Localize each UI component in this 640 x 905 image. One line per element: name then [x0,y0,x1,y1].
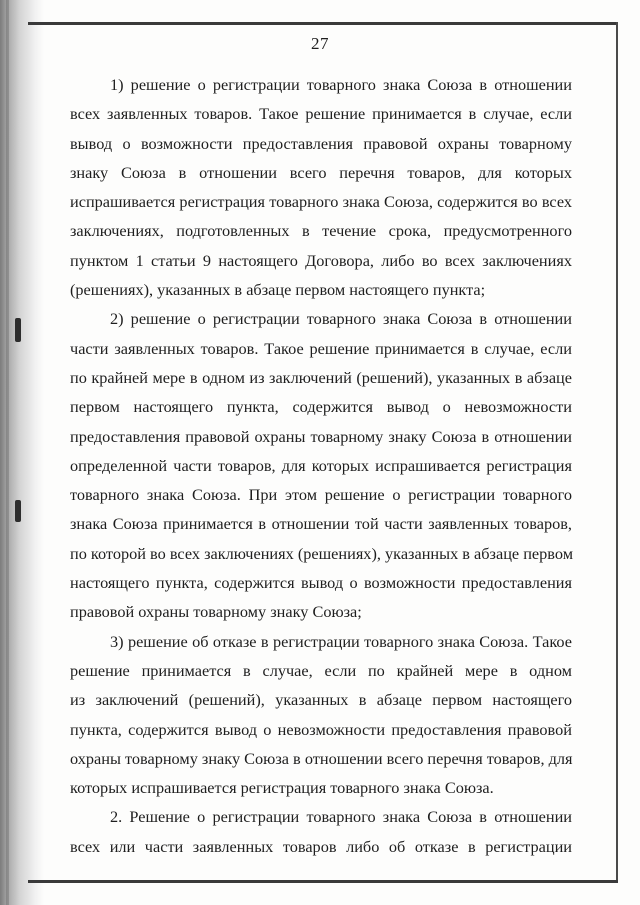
text-line: всех или части заявленных товаров либо об отказе в регистрации [70,836,572,856]
text-line: знака Союза принимается в отношении той части заявленных товаров, [70,514,572,534]
text-line: знаку Союза в отношении всего перечня товаров, для которых [70,162,572,182]
text-line: по которой во всех заключениях (решениях), указанных в абзаце первом [70,543,574,563]
page-number: 27 [311,34,329,53]
text-line: которых испрашивается регистрация товарного знака Союза. [70,778,494,798]
paragraph-item-3 [70,627,572,803]
frame-bottom-line [28,880,618,883]
paragraph-item-1 [70,70,572,304]
text-line: испрашивается регистрация товарного знака Союза, содержится во всех [70,192,572,212]
scan-shadow-edge [0,0,44,905]
text-line: 1) решение о регистрации товарного знака Союза в отношении [110,75,572,94]
text-line: правовой охраны товарному знаку Союза; [70,602,362,622]
text-line: всех заявленных товаров. Такое решение принимается в случае, если [70,104,572,124]
text-line: части заявленных товаров. Такое решение принимается в случае, если [70,338,572,358]
text-line: определенной части товаров, для которых испрашивается регистрация [70,455,572,475]
frame-top-line [28,22,618,25]
paragraph-item-2 [70,304,572,626]
text-line: из заключений (решений), указанных в абзаце первом настоящего [70,690,572,710]
text-line: настоящего пункта, содержится вывод о возможности предоставления [70,573,572,593]
text-line: заключениях, подготовленных в течение срока, предусмотренного [70,221,572,241]
paragraph-item-4 [70,802,572,861]
binding-mark [15,500,21,522]
text-line: пунктом 1 статьи 9 настоящего Договора, либо во всех заключениях [70,250,572,270]
text-line: (решениях), указанных в абзаце первом настоящего пункта; [70,280,486,300]
text-line: товарного знака Союза. При этом решение о регистрации товарного [70,485,572,505]
text-line: вывод о возможности предоставления правовой охраны товарному [70,133,572,153]
text-line: решение принимается в случае, если по крайней мере в одном [70,660,572,680]
text-line: 3) решение об отказе в регистрации товарного знака Союза. Такое [110,631,572,651]
text-line: первом настоящего пункта, содержится вывод о невозможности [70,397,572,417]
binding-mark [15,318,21,342]
document-body [70,70,572,861]
text-line: пункта, содержится вывод о невозможности предоставления правовой [70,719,572,739]
frame-right-line [616,22,618,883]
text-line: охраны товарному знаку Союза в отношении всего перечня товаров, для [70,748,573,768]
text-line: 2) решение о регистрации товарного знака Союза в отношении [110,309,572,329]
text-line: 2. Решение о регистрации товарного знака Союза в отношении [110,807,572,827]
text-line: по крайней мере в одном из заключений (решений), указанных в абзаце [70,367,572,387]
text-line: предоставления правовой охраны товарному знаку Союза в отношении [70,426,572,446]
